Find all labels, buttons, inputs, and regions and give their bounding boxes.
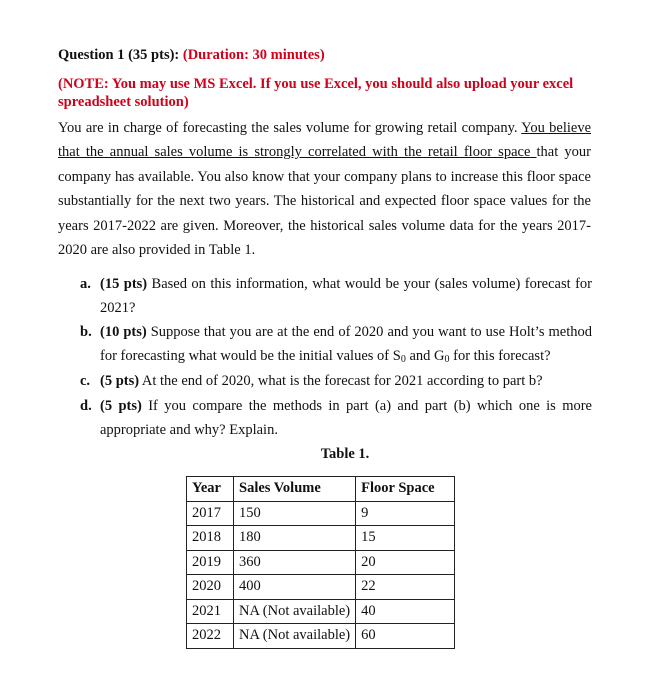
data-table	[186, 476, 455, 649]
cell-floor: 22	[356, 575, 455, 600]
question-title	[58, 47, 618, 64]
item-b	[80, 320, 592, 369]
intro-text-1: You are in charge of forecasting the sales volume for growing retail company.	[58, 120, 522, 136]
cell-year: 2022	[187, 624, 234, 649]
item-d-label: d.	[80, 398, 92, 414]
cell-sales: 180	[234, 526, 356, 551]
question-points: Question 1 (35 pts):	[58, 47, 180, 63]
item-d-points: (5 pts)	[100, 398, 142, 414]
cell-sales: NA (Not available)	[234, 624, 356, 649]
cell-year: 2019	[187, 550, 234, 575]
header-sales-volume: Sales Volume	[234, 477, 356, 502]
item-d	[80, 394, 592, 443]
cell-floor: 15	[356, 526, 455, 551]
item-b-sub-s: 0	[400, 354, 406, 366]
table-caption: Table 1.	[320, 446, 370, 462]
cell-floor: 20	[356, 550, 455, 575]
cell-sales: NA (Not available)	[234, 599, 356, 624]
item-b-sub-g: 0	[444, 354, 450, 366]
item-c-points: (5 pts)	[100, 373, 140, 389]
intro-paragraph	[58, 116, 591, 262]
table-row	[187, 599, 455, 624]
cell-sales: 360	[234, 550, 356, 575]
table-row	[187, 501, 455, 526]
item-b-text-3: for this forecast?	[449, 348, 551, 365]
cell-floor: 60	[356, 624, 455, 649]
header-year: Year	[187, 477, 234, 502]
cell-floor: 40	[356, 599, 455, 624]
intro-underlined-text: You believe that the annual sales volume is strongly correlated with the retail floor space	[58, 120, 592, 161]
table-row	[187, 526, 455, 551]
item-d-text: If you compare the methods in part (a) and part (b) which one is more appropriate and why? Explain.	[100, 398, 592, 439]
table-header-row	[187, 477, 455, 502]
item-b-label: b.	[80, 324, 92, 340]
item-a-text: Based on this information, what would be your (sales volume) forecast for 2021?	[100, 276, 592, 317]
cell-year: 2018	[187, 526, 234, 551]
question-duration: (Duration: 30 minutes)	[182, 47, 325, 63]
cell-sales: 150	[234, 501, 356, 526]
cell-year: 2017	[187, 501, 234, 526]
item-a-label: a.	[80, 276, 91, 292]
cell-sales: 400	[234, 575, 356, 600]
item-c	[80, 369, 592, 393]
item-c-text: At the end of 2020, what is the forecast for 2021 according to part b?	[139, 373, 543, 389]
item-b-points: (10 pts)	[100, 324, 147, 340]
table-row	[187, 624, 455, 649]
cell-year: 2021	[187, 599, 234, 624]
header-floor-space: Floor Space	[356, 477, 455, 502]
table-row	[187, 575, 455, 600]
item-b-text-2: and G	[405, 348, 445, 365]
table-row	[187, 550, 455, 575]
excel-note: (NOTE: You may use MS Excel. If you use Excel, you should also upload your excel spreadsheet solution)	[58, 76, 574, 110]
item-a	[80, 272, 592, 321]
item-a-points: (15 pts)	[100, 276, 148, 292]
cell-floor: 9	[356, 501, 455, 526]
cell-year: 2020	[187, 575, 234, 600]
intro-text-2: that your company has available. You also know that your company plans to increase this floor space substantially for the next two years. The historical and expected floor space values for the years 2017-2022 are given. Moreover, the historical sales volume data for the years 2017-2020 are also provided in Table 1.	[58, 144, 592, 259]
item-b-text-1: Suppose that you are at the end of 2020 and you want to use Holt’s method for forecasting what would be the initial values of S	[100, 324, 592, 365]
item-c-label: c.	[80, 373, 91, 389]
